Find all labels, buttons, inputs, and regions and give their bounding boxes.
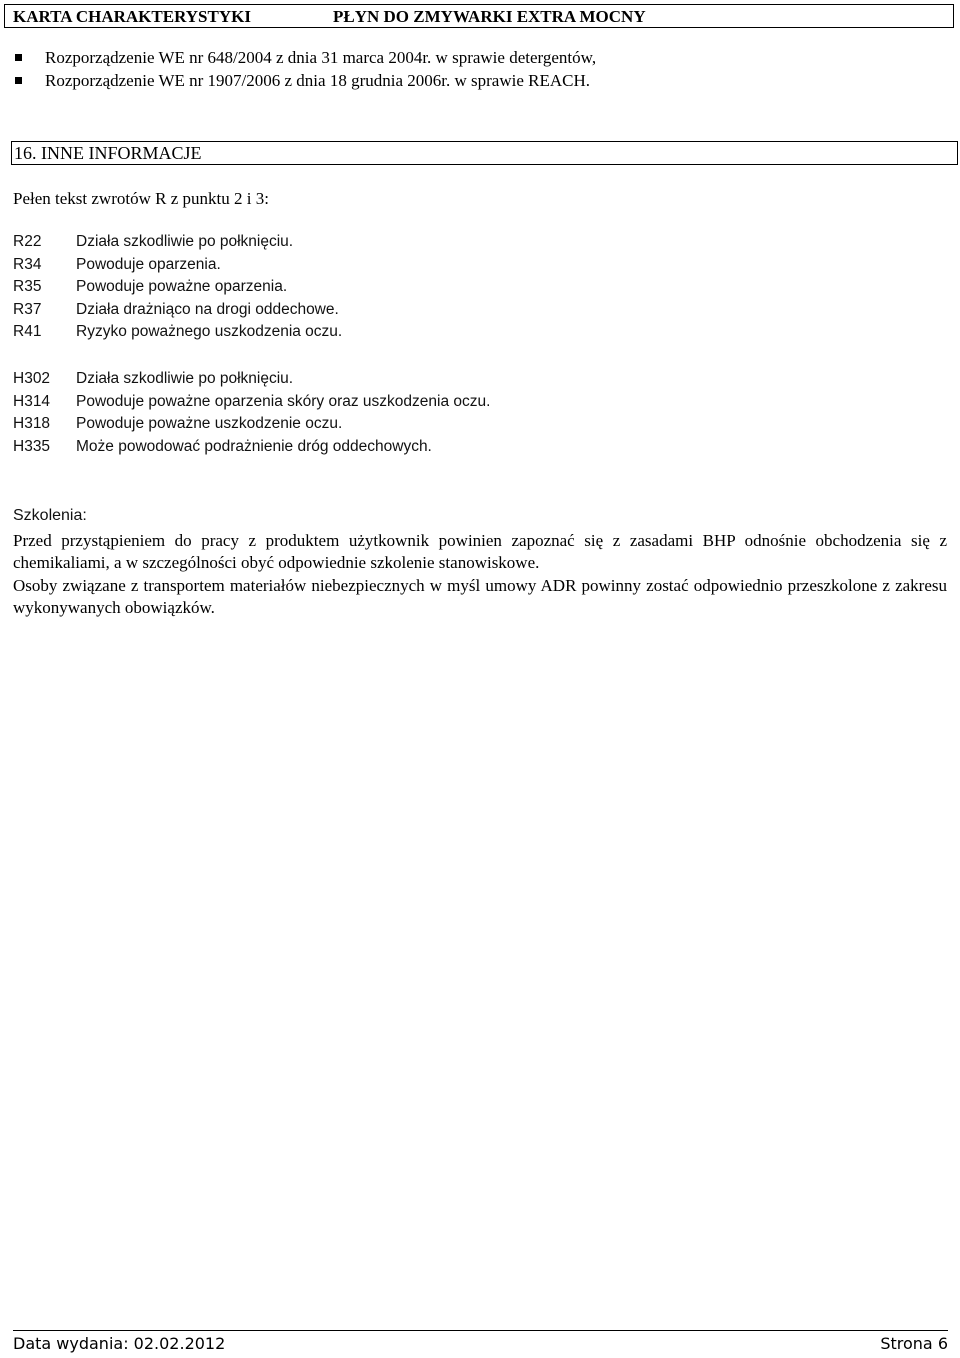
training-paragraph: Osoby związane z transportem materiałów niebezpiecznych w myśl umowy ADR powinny zostać odpowiednio przeszkolone z zakresu wykonywanych obowiązków. bbox=[13, 575, 947, 617]
phrase-code: R22 bbox=[13, 233, 42, 250]
phrase-text: Powoduje poważne oparzenia. bbox=[76, 278, 288, 295]
phrase-text: Powoduje poważne oparzenia skóry oraz uszkodzenia oczu. bbox=[76, 392, 491, 410]
section-title: 16. INNE INFORMACJE bbox=[14, 143, 202, 163]
phrase-code: R41 bbox=[13, 323, 42, 340]
phrase-text: Działa szkodliwie po połknięciu. bbox=[76, 370, 294, 387]
training-heading: Szkolenia: bbox=[13, 507, 87, 524]
fulltext-heading: Pełen tekst zwrotów R z punktu 2 i 3: bbox=[13, 189, 269, 208]
phrase-code: H302 bbox=[13, 370, 51, 387]
phrase-code: H314 bbox=[13, 392, 51, 410]
phrase-text: Może powodować podrażnienie dróg oddechowych. bbox=[76, 437, 432, 455]
regulation-text: Rozporządzenie WE nr 648/2004 z dnia 31 marca 2004r. w sprawie detergentów, bbox=[45, 48, 597, 67]
phrase-text: Powoduje oparzenia. bbox=[76, 255, 221, 273]
list-item bbox=[14, 69, 596, 92]
square-bullet-icon bbox=[15, 54, 22, 61]
page-footer bbox=[13, 1330, 948, 1353]
phrase-code: R35 bbox=[13, 278, 42, 295]
phrase-text: Ryzyko poważnego uszkodzenia oczu. bbox=[76, 323, 343, 340]
regulations-list bbox=[14, 46, 596, 92]
document-header bbox=[4, 4, 954, 28]
product-name: PŁYN DO ZMYWARKI EXTRA MOCNY bbox=[333, 7, 646, 26]
training-paragraph: Przed przystąpieniem do pracy z produktem użytkownik powinien zapoznać się z zasadami BHP odnośnie obchodzenia się z chemikaliami, a w szczególności obyć odpowiednie szkolenie stanowiskowe. bbox=[13, 530, 947, 572]
phrase-code: R34 bbox=[13, 255, 42, 273]
square-bullet-icon bbox=[15, 77, 22, 84]
list-item bbox=[14, 46, 596, 69]
document-type-title: KARTA CHARAKTERYSTYKI bbox=[13, 7, 251, 26]
phrase-text: Powoduje poważne uszkodzenie oczu. bbox=[76, 415, 343, 432]
phrase-text: Działa drażniąco na drogi oddechowe. bbox=[76, 300, 339, 318]
training-section bbox=[13, 505, 947, 620]
page-number: Strona 6 bbox=[880, 1334, 948, 1353]
phrase-code: R37 bbox=[13, 300, 42, 318]
regulation-text: Rozporządzenie WE nr 1907/2006 z dnia 18 grudnia 2006r. w sprawie REACH. bbox=[45, 71, 590, 90]
phrase-code: H318 bbox=[13, 415, 51, 432]
phrase-text: Działa szkodliwie po połknięciu. bbox=[76, 233, 294, 250]
issue-date: Data wydania: 02.02.2012 bbox=[13, 1334, 226, 1353]
section-title-box bbox=[11, 141, 958, 165]
phrase-code: H335 bbox=[13, 437, 51, 455]
